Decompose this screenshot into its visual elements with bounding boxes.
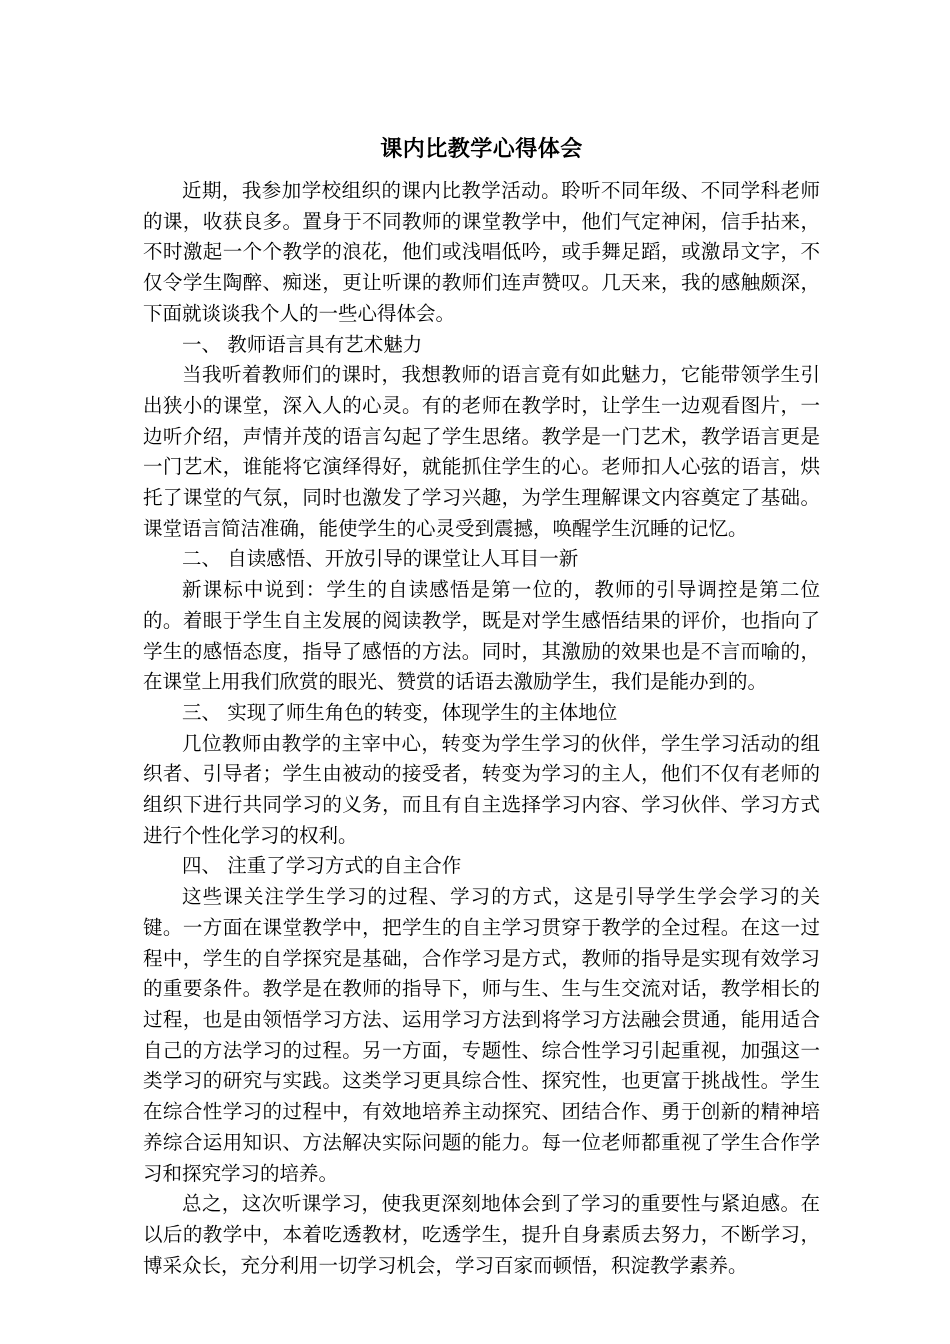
section-1-heading: 一、 教师语言具有艺术魅力 [182,332,423,356]
section-3-body: 几位教师由教学的主宰中心，转变为学生学习的伙伴，学生学习活动的组织者、引导者；学生由被动的接受者，转变为学习的主人，他们不仅有老师的组织下进行共同学习的义务，而且有自主选择学习内容、学习伙伴、学习方式进行个性化学习的权利。 [143,731,820,847]
conclusion-paragraph: 总之，这次听课学习，使我更深刻地体会到了学习的重要性与紧迫感。在以后的教学中，本着吃透教材，吃透学生，提升自身素质去努力，不断学习，博采众长，充分利用一切学习机会，学习百家而顿悟，积淀教学素养。 [143,1192,820,1277]
section-2-body: 新课标中说到：学生的自读感悟是第一位的，教师的引导调控是第二位的。着眼于学生自主发展的阅读教学，既是对学生感悟结果的评价，也指向了学生的感悟态度，指导了感悟的方法。同时，其激励的效果也是不言而喻的，在课堂上用我们欣赏的眼光、赞赏的话语去激励学生，我们是能办到的。 [143,578,820,694]
document-title: 课内比教学心得体会 [380,136,583,162]
section-4-heading: 四、 注重了学习方式的自主合作 [182,854,462,878]
document-body [143,132,820,1281]
section-2-heading: 二、 自读感悟、开放引导的课堂让人耳目一新 [182,547,579,571]
section-1-body: 当我听着教师们的课时，我想教师的语言竟有如此魅力，它能带领学生引出狭小的课堂，深入人的心灵。有的老师在教学时，让学生一边观看图片，一边听介绍，声情并茂的语言勾起了学生思绪。教学是一门艺术，教学语言更是一门艺术，谁能将它演绎得好，就能抓住学生的心。老师扣人心弦的语言，烘托了课堂的气氛，同时也激发了学习兴趣，为学生理解课文内容奠定了基础。课堂语言简洁准确，能使学生的心灵受到震撼，唤醒学生沉睡的记忆。 [143,363,820,540]
intro-paragraph: 近期，我参加学校组织的课内比教学活动。聆听不同年级、不同学科老师的课，收获良多。置身于不同教师的课堂教学中，他们气定神闲，信手拈来，不时激起一个个教学的浪花，他们或浅唱低吟，或手舞足蹈，或激昂文字，不仅令学生陶醉、痴迷，更让听课的教师们连声赞叹。几天来，我的感触颇深，下面就谈谈我个人的一些心得体会。 [143,179,820,325]
section-3-heading: 三、 实现了师生角色的转变，体现学生的主体地位 [182,700,618,724]
section-4-body: 这些课关注学生学习的过程、学习的方式，这是引导学生学会学习的关键。一方面在课堂教学中，把学生的自主学习贯穿于教学的全过程。在这一过程中，学生的自学探究是基础，合作学习是方式，教师的指导是实现有效学习的重要条件。教学是在教师的指导下，师与生、生与生交流对话，教学相长的过程，也是由领悟学习方法、运用学习方法到将学习方法融会贯通，能用适合自己的方法学习的过程。另一方面，专题性、综合性学习引起重视，加强这一类学习的研究与实践。这类学习更具综合性、探究性，也更富于挑战性。学生在综合性学习的过程中，有效地培养主动探究、团结合作、勇于创新的精神培养综合运用知识、方法解决实际问题的能力。每一位老师都重视了学生合作学习和探究学习的培养。 [143,885,820,1185]
